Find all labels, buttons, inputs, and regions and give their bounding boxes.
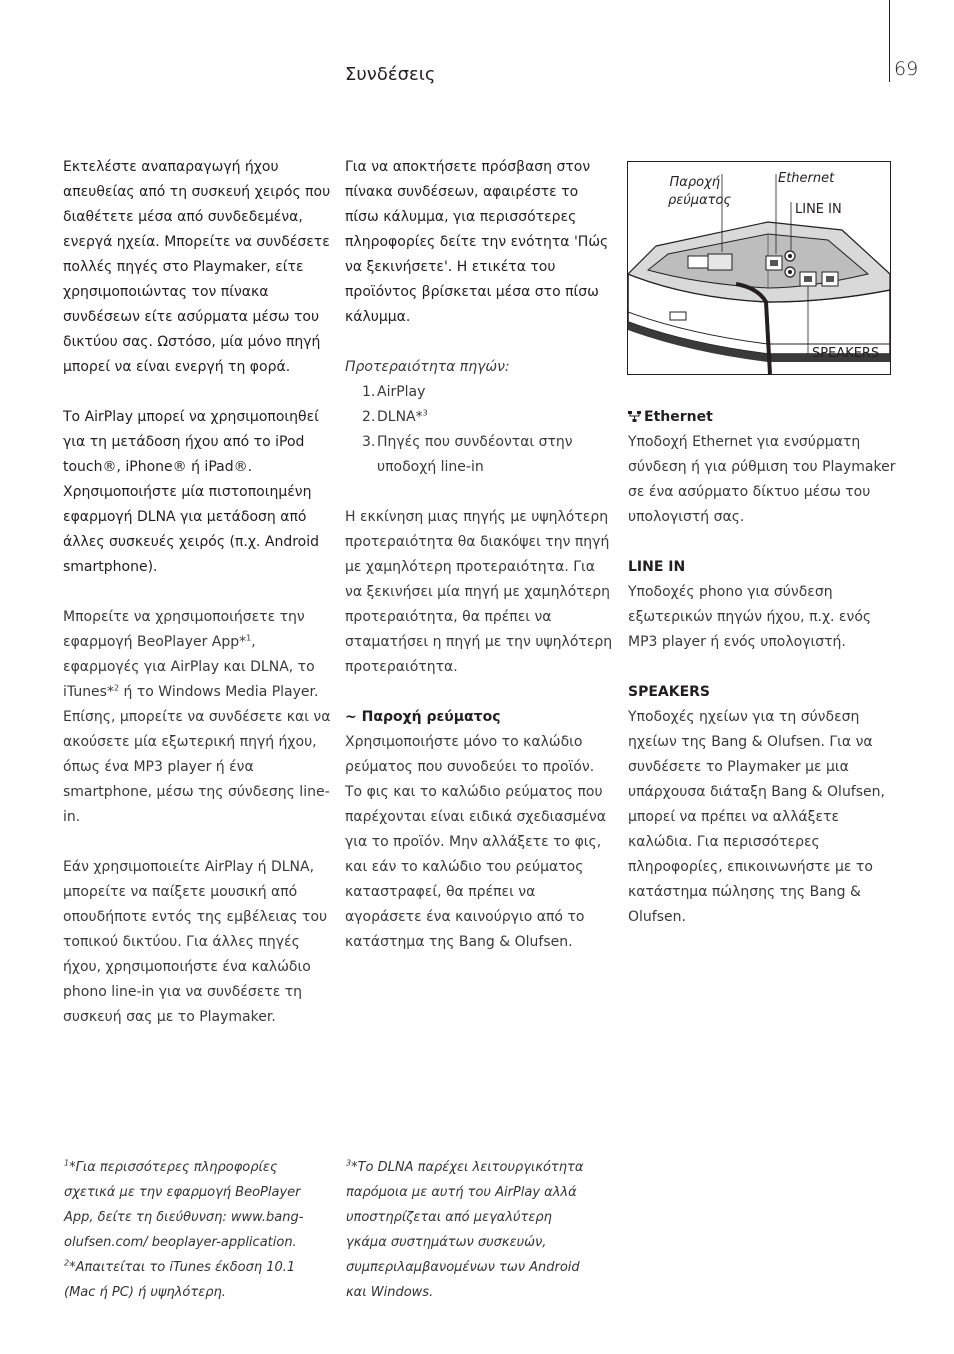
- footnote-1: [64, 1155, 329, 1255]
- connection-panel-figure: [627, 161, 891, 375]
- access-paragraph: Για να αποκτήσετε πρόσβαση στον πίνακα συνδέσεων, αφαιρέστε το πίσω κάλυμμα, για περισσότερες πληροφορίες δείτε την ενότητα 'Πώς να ξεκινήσετε'. Η ετικέτα του προϊόντος βρίσκεται μέσα στο πίσω κάλυμμα.: [345, 159, 609, 325]
- figure-label-speakers: SPEAKERS: [812, 346, 880, 361]
- figure-label-power: [668, 174, 732, 210]
- footnote-3: [346, 1155, 596, 1305]
- priority-paragraph: Η εκκίνηση μιας πηγής με υψηλότερη προτεραιότητα θα διακόψει την πηγή με χαμηλότερη προτεραιότητα. Για να ξεκινήσει μία πηγή με χαμηλότερη προτεραιότητα, θα πρέπει να σταματήσει η πηγή με την υψηλότερη προτεραιότητα.: [345, 509, 613, 675]
- priority-item: [362, 430, 615, 480]
- figure-label-linein: LINE IN: [795, 202, 842, 217]
- column-1: [63, 155, 335, 1030]
- footnote-ref-2: 2: [113, 683, 120, 693]
- page-number: 69: [894, 58, 919, 80]
- footnote-1-num: 1: [64, 1158, 70, 1168]
- footnote-ref-3: 3: [422, 408, 428, 418]
- ethernet-heading-text: Ethernet: [644, 409, 713, 425]
- apps-text-a: Μπορείτε να χρησιμοποιήσετε την εφαρμογή BeoPlayer App*: [63, 609, 305, 650]
- footnote-3-text: *Το DLNA παρέχει λειτουργικότητα παρόμοια με αυτή του AirPlay αλλά υποστηρίζεται από μεγαλύτερη γκάμα συστημάτων συσκευών, συμπεριλαμβανομένων των Android και Windows.: [346, 1160, 584, 1300]
- speakers-heading: SPEAKERS: [628, 684, 711, 700]
- footnote-3-num: 3: [346, 1158, 352, 1168]
- figure-label-power-line1: Παροχή: [669, 175, 720, 190]
- priority-list: [345, 380, 615, 480]
- footnote-2-text: *Απαιτείται το iTunes έκδοση 10.1 (Mac ή PC) ή υψηλότερη.: [64, 1260, 296, 1300]
- power-heading: ~ Παροχή ρεύματος: [345, 709, 501, 725]
- priority-heading: Προτεραιότητα πηγών:: [345, 359, 510, 375]
- page-divider: [889, 0, 890, 82]
- network-icon: [628, 411, 641, 422]
- priority-text: DLNA*: [377, 409, 423, 425]
- ethernet-heading: [628, 405, 898, 430]
- apps-text-c: ή το Windows Media Player. Επίσης, μπορείτε να συνδέσετε και να ακούσετε μία εξωτερική πηγή ήχου, όπως ένα MP3 player ή ένα smartphone, μέσω της σύνδεσης line-in.: [63, 684, 331, 825]
- linein-heading: LINE IN: [628, 559, 686, 575]
- priority-item: [362, 380, 615, 405]
- priority-num: 3.: [362, 434, 376, 450]
- linein-paragraph: Υποδοχές phono για σύνδεση εξωτερικών πηγών ήχου, π.χ. ενός MP3 player ή ενός υπολογιστή.: [628, 584, 872, 650]
- column-3: [628, 405, 898, 930]
- apps-paragraph: [63, 605, 335, 830]
- figure-label-power-line2: ρεύματος: [668, 193, 732, 208]
- network-paragraph: Εάν χρησιμοποιείτε AirPlay ή DLNA, μπορείτε να παίξετε μουσική από οπουδήποτε εντός της εμβέλειας του τοπικού δικτύου. Για άλλες πηγές ήχου, χρησιμοποιήστε ένα καλώδιο phono line-in για να συνδέσετε τη συσκευή σας με το Playmaker.: [63, 859, 328, 1025]
- power-paragraph: Χρησιμοποιήστε μόνο το καλώδιο ρεύματος που συνοδεύει το προϊόν. Το φις και το καλώδιο ρεύματος που παρέχονται είναι ειδικά σχεδιασμένα για το προϊόν. Μην αλλάξετε το φις, και εάν το καλώδιο του ρεύματος καταστραφεί, θα πρέπει να αγοράσετε ένα καινούργιο από το κατάστημα της Bang & Olufsen.: [345, 734, 606, 950]
- page-title: Συνδέσεις: [345, 64, 436, 85]
- footnotes-right: [346, 1155, 596, 1305]
- apps-text-b: , εφαρμογές για AirPlay και DLNA, το iTunes*: [63, 634, 315, 700]
- ethernet-paragraph: Υποδοχή Ethernet για ενσύρματη σύνδεση ή για ρύθμιση του Playmaker σε ένα ασύρματο δίκτυο μέσω του υπολογιστή σας.: [628, 434, 896, 525]
- priority-num: 1.: [362, 384, 376, 400]
- footnotes-left: [64, 1155, 329, 1305]
- priority-item: [362, 405, 615, 430]
- footnote-1-text: *Για περισσότερες πληροφορίες σχετικά με την εφαρμογή BeoPlayer App, δείτε τη διεύθυνση: www.bang-olufsen.com/ beoplayer-application.: [64, 1160, 304, 1250]
- priority-num: 2.: [362, 409, 376, 425]
- airplay-paragraph: Το AirPlay μπορεί να χρησιμοποιηθεί για τη μετάδοση ήχου από το iPod touch®, iPhone® ή iPad®. Χρησιμοποιήστε μία πιστοποιημένη εφαρμογή DLNA για μετάδοση από άλλες συσκευές χειρός (π.χ. Android smartphone).: [63, 409, 319, 575]
- priority-text: AirPlay: [377, 384, 426, 400]
- footnote-ref-1: 1: [246, 633, 252, 643]
- speakers-paragraph: Υποδοχές ηχείων για τη σύνδεση ηχείων της Bang & Olufsen. Για να συνδέσετε το Playmaker με μια υπάρχουσα διάταξη Bang & Olufsen, μπορεί να πρέπει να αλλάξετε καλώδια. Για περισσότερες πληροφορίες, επικοινωνήστε με το κατάστημα πώλησης της Bang & Olufsen.: [628, 709, 885, 925]
- intro-paragraph: Εκτελέστε αναπαραγωγή ήχου απευθείας από τη συσκευή χειρός που διαθέτετε μέσα από συνδεδεμένα, ενεργά ηχεία. Μπορείτε να συνδέσετε πολλές πηγές στο Playmaker, είτε χρησιμοποιώντας τον πίνακα συνδέσεων είτε ασύρματα μέσω του δικτύου σας. Ωστόσο, μία μόνο πηγή μπορεί να είναι ενεργή τη φορά.: [63, 159, 331, 375]
- footnote-2-num: 2: [64, 1258, 70, 1268]
- column-2: [345, 155, 615, 955]
- figure-label-ethernet: Ethernet: [778, 171, 835, 186]
- priority-text: Πηγές που συνδέονται στην υποδοχή line-in: [377, 434, 573, 475]
- footnote-2: [64, 1255, 329, 1305]
